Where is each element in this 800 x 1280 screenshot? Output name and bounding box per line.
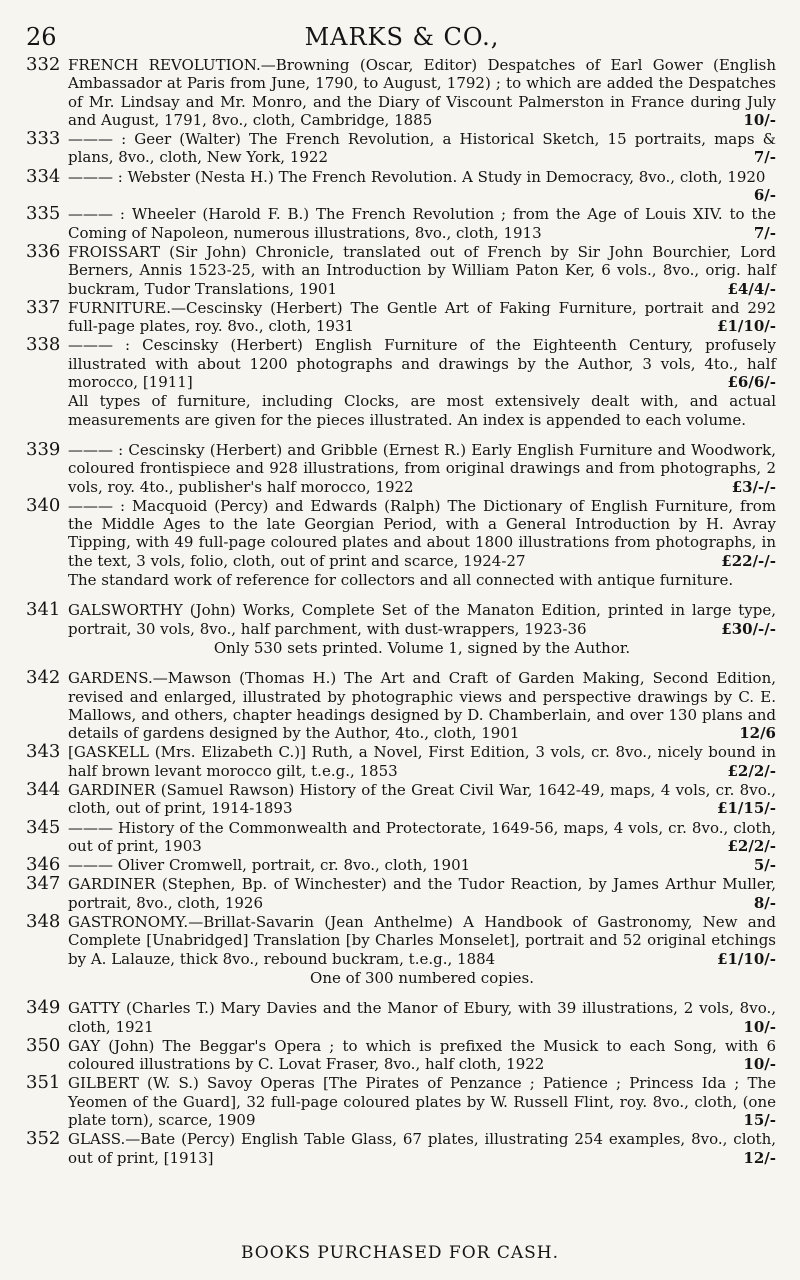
page-header xyxy=(26,22,778,52)
entry-description: FURNITURE.—Cescinsky (Herbert) The Gentle Art of Faking Furniture, portrait and 292 full-page plates, roy. 8vo., cloth, 1931 xyxy=(68,298,776,336)
catalogue-entry xyxy=(26,778,776,818)
lot-number: 336 xyxy=(26,240,61,262)
lot-number: 341 xyxy=(26,599,61,621)
catalogue-entry xyxy=(26,205,776,242)
entry-price: 15/- xyxy=(743,1111,776,1130)
entry-body xyxy=(68,168,776,205)
lot-number: 333 xyxy=(26,128,61,150)
entry-body xyxy=(68,1037,776,1074)
catalogue-entry xyxy=(26,296,776,336)
entry-body xyxy=(68,1130,776,1167)
lot-number: 346 xyxy=(26,854,61,876)
page-number: 26 xyxy=(26,23,57,51)
catalogue-entry xyxy=(26,1034,776,1074)
lot-number: 344 xyxy=(26,778,61,800)
entry-description: ——— : Cescinsky (Herbert) and Gribble (Ernest R.) Early English Furniture and Woodwork, coloured frontispiece and 928 illustrations, from original drawings and from photographs, 2 vols, roy. 4to., publisher's half morocco, 1922 xyxy=(68,440,776,496)
entry-price: £1/15/- xyxy=(717,799,776,818)
lot-number: 337 xyxy=(26,296,61,318)
entry-description: ——— History of the Commonwealth and Protectorate, 1649-56, maps, 4 vols, cr. 8vo., cloth, out of print, 1903 xyxy=(68,818,776,855)
entry-description: ——— : Cescinsky (Herbert) English Furniture of the Eighteenth Century, profusely illustrated with about 1200 photographs and drawings by the Author, 3 vols, 4to., half morocco, [1911] xyxy=(68,336,776,392)
entry-body xyxy=(68,56,776,129)
entry-body xyxy=(68,999,776,1036)
page-title: MARKS & CO., xyxy=(304,23,500,51)
entry-description: GILBERT (W. S.) Savoy Operas [The Pirates of Penzance ; Patience ; Princess Ida ; The Yeomen of the Guard], 32 full-page coloured plates by W. Russell Flint, roy. 8vo., cloth, (one plate torn), scarce, 1909 xyxy=(68,1074,776,1130)
lot-number: 343 xyxy=(26,741,61,763)
entry-body xyxy=(68,205,776,242)
entry-price: 6/- xyxy=(753,186,776,205)
entry-body xyxy=(68,299,776,336)
entry-body xyxy=(68,743,776,780)
entry-body xyxy=(68,781,776,818)
lot-number: 347 xyxy=(26,873,61,895)
entry-price: £30/-/- xyxy=(721,619,776,638)
catalogue-list xyxy=(26,56,776,1167)
entry-description: [GASKELL (Mrs. Elizabeth C.)] Ruth, a Novel, First Edition, 3 vols, cr. 8vo., nicely bound in half brown levant morocco gilt, t.e.g., 1853 xyxy=(68,743,776,780)
entry-price: £2/2/- xyxy=(727,761,776,780)
entry-note: All types of furniture, including Clocks, are most extensively dealt with, and actual measurements are given for the pieces illustrated. An index is appended to each volume. xyxy=(68,392,776,429)
catalogue-entry xyxy=(26,438,776,496)
entry-price: £1/10/- xyxy=(717,317,776,336)
entry-body xyxy=(68,601,776,657)
entry-price: £6/6/- xyxy=(727,373,776,392)
entry-body xyxy=(68,669,776,742)
catalogue-entry xyxy=(26,669,776,742)
entry-price: 5/- xyxy=(753,856,776,875)
entry-price: 7/- xyxy=(753,223,776,242)
entry-body xyxy=(68,497,776,589)
entry-price: 12/6 xyxy=(739,724,776,743)
entry-body xyxy=(68,875,776,912)
lot-number: 339 xyxy=(26,438,61,460)
entry-description: GATTY (Charles T.) Mary Davies and the Manor of Ebury, with 39 illustrations, 2 vols, 8vo., cloth, 1921 xyxy=(68,999,776,1036)
catalogue-entry xyxy=(26,743,776,780)
entry-body xyxy=(68,913,776,987)
catalogue-entry xyxy=(26,856,776,874)
catalogue-entry xyxy=(26,816,776,856)
entry-price: 8/- xyxy=(753,893,776,912)
entry-description: ——— : Macquoid (Percy) and Edwards (Ralph) The Dictionary of English Furniture, from the Middle Ages to the late Georgian Period, with a General Introduction by H. Avray Tipping, with 49 full-page coloured plates and about 1800 illustrations from photographs, in the text, 3 vols, folio, cloth, out of print and scarce, 1924-27 xyxy=(68,496,776,570)
lot-number: 350 xyxy=(26,1034,61,1056)
entry-price: 10/- xyxy=(743,1055,776,1074)
lot-number: 334 xyxy=(26,165,61,187)
lot-number: 335 xyxy=(26,203,61,225)
lot-number: 345 xyxy=(26,816,61,838)
entry-description: GARDINER (Stephen, Bp. of Winchester) and the Tudor Reaction, by James Arthur Muller, portrait, 8vo., cloth, 1926 xyxy=(68,875,776,912)
entry-price: £4/4/- xyxy=(727,279,776,298)
entry-body xyxy=(68,243,776,298)
catalogue-entry xyxy=(26,494,776,590)
lot-number: 348 xyxy=(26,911,61,933)
entry-note: Only 530 sets printed. Volume 1, signed by the Author. xyxy=(213,638,631,657)
entry-description: ——— : Geer (Walter) The French Revolution, a Historical Sketch, 15 portraits, maps & plans, 8vo., cloth, New York, 1922 xyxy=(68,130,776,167)
catalogue-entry xyxy=(26,56,776,129)
entry-body xyxy=(68,130,776,167)
lot-number: 342 xyxy=(26,667,61,689)
entry-description: FROISSART (Sir John) Chronicle, translated out of French by Sir John Bourchier, Lord Berners, Annis 1523-25, with an Introduction by William Paton Ker, 6 vols., 8vo., orig. half buckram, Tudor Translations, 1901 xyxy=(68,242,776,298)
entry-description: GALSWORTHY (John) Works, Complete Set of the Manaton Edition, printed in large type, portrait, 30 vols, 8vo., half parchment, with dust-wrappers, 1923-36 xyxy=(68,601,776,638)
catalogue-entry xyxy=(26,130,776,167)
entry-description: ——— : Wheeler (Harold F. B.) The French Revolution ; from the Age of Louis XIV. to the Coming of Napoleon, numerous illustrations, 8vo., cloth, 1913 xyxy=(68,205,776,242)
lot-number: 351 xyxy=(26,1072,61,1094)
entry-note: One of 300 numbered copies. xyxy=(310,968,534,987)
entry-note: The standard work of reference for collectors and all connected with antique furniture. xyxy=(68,571,734,590)
catalogue-entry xyxy=(26,1074,776,1129)
entry-description: GARDINER (Samuel Rawson) History of the Great Civil War, 1642-49, maps, 4 vols, cr. 8vo., cloth, out of print, 1914-1893 xyxy=(68,780,776,818)
lot-number: 340 xyxy=(26,494,61,516)
entry-description: ——— : Webster (Nesta H.) The French Revolution. A Study in Democracy, 8vo., cloth, 1920 xyxy=(68,167,766,186)
entry-body xyxy=(68,856,776,874)
entry-price: £2/2/- xyxy=(727,836,776,855)
catalogue-entry xyxy=(26,165,776,205)
entry-price: 12/- xyxy=(743,1148,776,1167)
entry-description: ——— Oliver Cromwell, portrait, cr. 8vo., cloth, 1901 xyxy=(68,856,471,875)
entry-price: 7/- xyxy=(753,148,776,167)
catalogue-entry xyxy=(26,875,776,912)
entry-description: GARDENS.—Mawson (Thomas H.) The Art and Craft of Garden Making, Second Edition, revised and enlarged, illustrated by photographic views and perspective drawings by C. E. Mallows, and others, chapter headings designed by D. Chamberlain, and over 130 plans and details of gardens designed by the Author, 4to., cloth, 1901 xyxy=(68,669,776,743)
catalogue-entry xyxy=(26,601,776,657)
entry-description: GASTRONOMY.—Brillat-Savarin (Jean Anthelme) A Handbook of Gastronomy, New and Complete [Unabridged] Translation [by Charles Monselet], portrait and 52 original etchings by A. Lalauze, thick 8vo., rebound buckram, t.e.g., 1884 xyxy=(68,913,776,968)
lot-number: 338 xyxy=(26,334,61,356)
entry-body xyxy=(68,441,776,496)
catalogue-entry xyxy=(26,999,776,1036)
entry-description: FRENCH REVOLUTION.—Browning (Oscar, Editor) Despatches of Earl Gower (English Ambassador at Paris from June, 1790, to August, 1792) ; to which are added the Despatches of Mr. Lindsay and Mr. Monro, and the Diary of Viscount Palmerston in France during July and August, 1791, 8vo., cloth, Cambridge, 1885 xyxy=(68,56,776,129)
catalogue-entry xyxy=(26,240,776,298)
catalogue-entry xyxy=(26,336,776,428)
lot-number: 349 xyxy=(26,997,61,1019)
catalogue-entry xyxy=(26,913,776,987)
footer-note: BOOKS PURCHASED FOR CASH. xyxy=(241,1243,559,1263)
entry-body xyxy=(68,336,776,428)
entry-price: £3/-/- xyxy=(731,477,776,496)
lot-number: 332 xyxy=(26,54,61,75)
lot-number: 352 xyxy=(26,1128,61,1150)
entry-description: GLASS.—Bate (Percy) English Table Glass, 67 plates, illustrating 254 examples, 8vo., cloth, out of print, [1913] xyxy=(68,1130,776,1167)
entry-price: £1/10/- xyxy=(717,949,776,968)
entry-body xyxy=(68,819,776,856)
entry-price: 10/- xyxy=(743,1017,776,1036)
catalogue-entry xyxy=(26,1130,776,1167)
entry-body xyxy=(68,1074,776,1129)
entry-price: £22/-/- xyxy=(721,551,776,570)
entry-description: GAY (John) The Beggar's Opera ; to which is prefixed the Musick to each Song, with 6 coloured illustrations by C. Lovat Fraser, 8vo., half cloth, 1922 xyxy=(68,1036,776,1074)
entry-price: 10/- xyxy=(743,110,776,129)
